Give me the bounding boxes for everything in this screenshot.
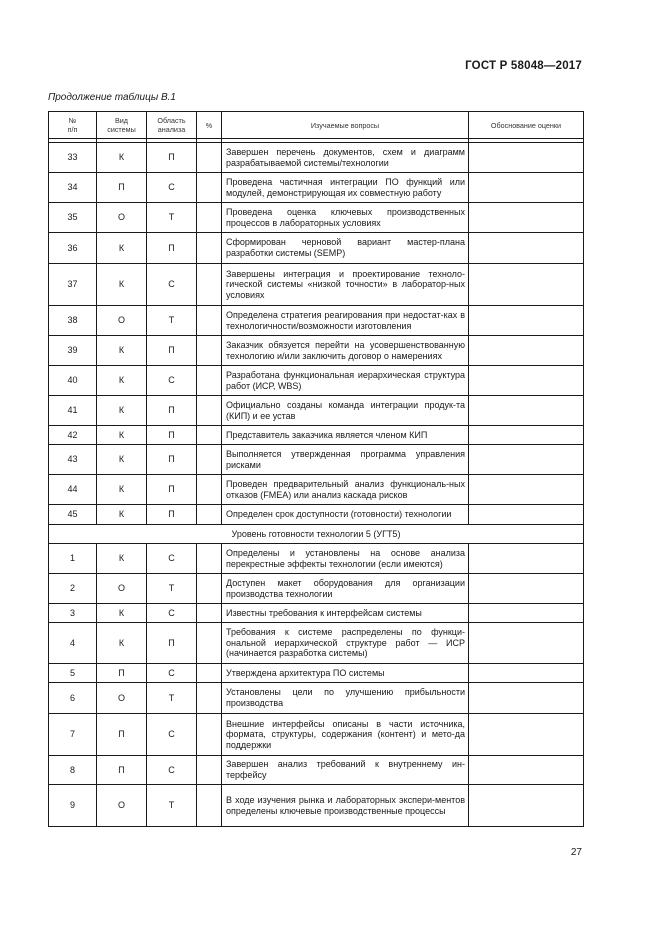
row-num: 4	[49, 623, 97, 664]
row-num: 2	[49, 574, 97, 604]
row-question: Завершен перечень документов, схем и диаграмм разрабатываемой системы/технологии	[222, 143, 469, 173]
row-percent	[197, 664, 222, 683]
row-system-type: К	[97, 604, 147, 623]
table-row	[49, 426, 584, 445]
table-row	[49, 505, 584, 525]
row-system-type: К	[97, 544, 147, 574]
row-justification	[469, 505, 584, 525]
row-analysis-area: П	[147, 445, 197, 475]
table-row	[49, 366, 584, 396]
row-num: 38	[49, 306, 97, 336]
table-row	[49, 664, 584, 683]
table-row	[49, 336, 584, 366]
header-num: № п/п	[49, 112, 97, 139]
row-question: Представитель заказчика является членом КИП	[222, 426, 469, 445]
row-justification	[469, 623, 584, 664]
row-percent	[197, 785, 222, 827]
row-analysis-area: Т	[147, 574, 197, 604]
row-system-type: П	[97, 756, 147, 785]
row-justification	[469, 173, 584, 203]
row-num: 8	[49, 756, 97, 785]
row-num: 41	[49, 396, 97, 426]
row-question: Выполняется утвержденная программа управления рисками	[222, 445, 469, 475]
row-system-type: О	[97, 574, 147, 604]
row-analysis-area: С	[147, 264, 197, 306]
row-num: 1	[49, 544, 97, 574]
row-num: 40	[49, 366, 97, 396]
row-question: Завершены интеграция и проектирование техноло-гической системы «низкой точности» в лаборатор-ных условиях	[222, 264, 469, 306]
table-row	[49, 756, 584, 785]
row-analysis-area: С	[147, 756, 197, 785]
row-num: 36	[49, 233, 97, 264]
row-justification	[469, 336, 584, 366]
row-question: Установлены цели по улучшению прибыльности производства	[222, 683, 469, 714]
row-justification	[469, 143, 584, 173]
header-justification: Обоснование оценки	[469, 112, 584, 139]
standard-code: ГОСТ Р 58048—2017	[465, 60, 582, 72]
row-percent	[197, 623, 222, 664]
row-analysis-area: П	[147, 426, 197, 445]
row-percent	[197, 574, 222, 604]
row-percent	[197, 306, 222, 336]
row-num: 42	[49, 426, 97, 445]
row-system-type: К	[97, 445, 147, 475]
row-system-type: О	[97, 683, 147, 714]
row-analysis-area: Т	[147, 683, 197, 714]
table-row	[49, 264, 584, 306]
row-percent	[197, 336, 222, 366]
row-justification	[469, 574, 584, 604]
table-row	[49, 475, 584, 505]
row-percent	[197, 683, 222, 714]
row-system-type: П	[97, 173, 147, 203]
row-num: 3	[49, 604, 97, 623]
row-num: 9	[49, 785, 97, 827]
row-justification	[469, 785, 584, 827]
row-question: Определены и установлены на основе анализа перекрестные эффекты технологии (если имеются)	[222, 544, 469, 574]
row-percent	[197, 756, 222, 785]
row-analysis-area: П	[147, 396, 197, 426]
row-num: 44	[49, 475, 97, 505]
row-analysis-area: С	[147, 366, 197, 396]
row-percent	[197, 264, 222, 306]
readiness-table	[48, 111, 584, 827]
row-system-type: К	[97, 426, 147, 445]
row-question: Проведена частичная интеграции ПО функций или модулей, демонстрирующая их совместную работу	[222, 173, 469, 203]
row-question: Определена стратегия реагирования при недостат-ках в технологичности/возможности изготовления	[222, 306, 469, 336]
row-justification	[469, 475, 584, 505]
row-num: 6	[49, 683, 97, 714]
row-justification	[469, 683, 584, 714]
header-analysis-area: Область анализа	[147, 112, 197, 139]
table-header-row	[49, 112, 584, 139]
row-analysis-area: Т	[147, 306, 197, 336]
table-row	[49, 203, 584, 233]
row-justification	[469, 756, 584, 785]
row-question: Требования к системе распределены по функци-ональной иерархической структуре работ — ИСР (начинается разработка системы)	[222, 623, 469, 664]
row-num: 37	[49, 264, 97, 306]
row-percent	[197, 203, 222, 233]
header-system-type: Вид системы	[97, 112, 147, 139]
row-system-type: К	[97, 336, 147, 366]
header-percent: %	[197, 112, 222, 139]
row-percent	[197, 505, 222, 525]
row-justification	[469, 544, 584, 574]
row-percent	[197, 366, 222, 396]
row-justification	[469, 714, 584, 756]
row-num: 43	[49, 445, 97, 475]
row-question: Известны требования к интерфейсам системы	[222, 604, 469, 623]
row-analysis-area: С	[147, 173, 197, 203]
row-system-type: К	[97, 233, 147, 264]
table-row	[49, 306, 584, 336]
row-percent	[197, 714, 222, 756]
table-continuation-caption: Продолжение таблицы В.1	[48, 92, 176, 103]
row-justification	[469, 426, 584, 445]
row-system-type: К	[97, 505, 147, 525]
row-system-type: К	[97, 475, 147, 505]
row-question: Утверждена архитектура ПО системы	[222, 664, 469, 683]
row-percent	[197, 445, 222, 475]
row-question: Официально созданы команда интеграции продук-та (КИП) и ее устав	[222, 396, 469, 426]
row-analysis-area: С	[147, 604, 197, 623]
readiness-level-row	[49, 525, 584, 544]
table-row	[49, 785, 584, 827]
row-percent	[197, 143, 222, 173]
row-system-type: О	[97, 785, 147, 827]
table-row	[49, 173, 584, 203]
row-analysis-area: Т	[147, 203, 197, 233]
row-num: 33	[49, 143, 97, 173]
page-number: 27	[570, 847, 582, 858]
row-system-type: О	[97, 306, 147, 336]
row-analysis-area: С	[147, 714, 197, 756]
row-analysis-area: П	[147, 475, 197, 505]
row-justification	[469, 306, 584, 336]
row-justification	[469, 604, 584, 623]
row-num: 34	[49, 173, 97, 203]
row-system-type: К	[97, 623, 147, 664]
table-row	[49, 233, 584, 264]
row-percent	[197, 604, 222, 623]
row-percent	[197, 233, 222, 264]
table-row	[49, 544, 584, 574]
row-percent	[197, 475, 222, 505]
readiness-level-heading: Уровень готовности технологии 5 (УГТ5)	[49, 525, 584, 544]
row-question: Заказчик обязуется перейти на усовершенствованную технологию и/или заключить договор о намерениях	[222, 336, 469, 366]
row-system-type: П	[97, 714, 147, 756]
row-system-type: К	[97, 366, 147, 396]
row-question: Сформирован черновой вариант мастер-плана разработки системы (SEMP)	[222, 233, 469, 264]
table-row	[49, 445, 584, 475]
row-question: Определен срок доступности (готовности) технологии	[222, 505, 469, 525]
row-analysis-area: П	[147, 143, 197, 173]
row-question: Доступен макет оборудования для организации производства технологии	[222, 574, 469, 604]
table-row	[49, 396, 584, 426]
row-justification	[469, 203, 584, 233]
table-row	[49, 714, 584, 756]
row-analysis-area: П	[147, 623, 197, 664]
row-question: Проведен предварительный анализ функциональ-ных отказов (FMEA) или анализ каскада рисков	[222, 475, 469, 505]
row-system-type: О	[97, 203, 147, 233]
row-num: 45	[49, 505, 97, 525]
table-row	[49, 623, 584, 664]
row-justification	[469, 664, 584, 683]
row-analysis-area: П	[147, 233, 197, 264]
row-percent	[197, 426, 222, 445]
row-analysis-area: Т	[147, 785, 197, 827]
row-percent	[197, 173, 222, 203]
table-row	[49, 574, 584, 604]
row-question: Проведена оценка ключевых производственных процессов в лабораторных условиях	[222, 203, 469, 233]
table-row	[49, 143, 584, 173]
row-analysis-area: С	[147, 664, 197, 683]
row-analysis-area: П	[147, 505, 197, 525]
row-num: 7	[49, 714, 97, 756]
row-num: 35	[49, 203, 97, 233]
row-question: Завершен анализ требований к внутреннему ин-терфейсу	[222, 756, 469, 785]
row-justification	[469, 396, 584, 426]
row-question: Внешние интерфейсы описаны в части источника, формата, структуры, содержания (контент) и мето-да поддержки	[222, 714, 469, 756]
row-analysis-area: С	[147, 544, 197, 574]
table-row	[49, 604, 584, 623]
row-justification	[469, 264, 584, 306]
row-question: В ходе изучения рынка и лабораторных экспери-ментов определены ключевые производственные процессы	[222, 785, 469, 827]
header-questions: Изучаемые вопросы	[222, 112, 469, 139]
table-row	[49, 683, 584, 714]
row-percent	[197, 396, 222, 426]
row-num: 5	[49, 664, 97, 683]
row-num: 39	[49, 336, 97, 366]
row-system-type: К	[97, 143, 147, 173]
row-justification	[469, 233, 584, 264]
row-question: Разработана функциональная иерархическая структура работ (ИСР, WBS)	[222, 366, 469, 396]
row-analysis-area: П	[147, 336, 197, 366]
row-percent	[197, 544, 222, 574]
row-justification	[469, 445, 584, 475]
row-system-type: К	[97, 264, 147, 306]
row-system-type: П	[97, 664, 147, 683]
row-justification	[469, 366, 584, 396]
row-system-type: К	[97, 396, 147, 426]
